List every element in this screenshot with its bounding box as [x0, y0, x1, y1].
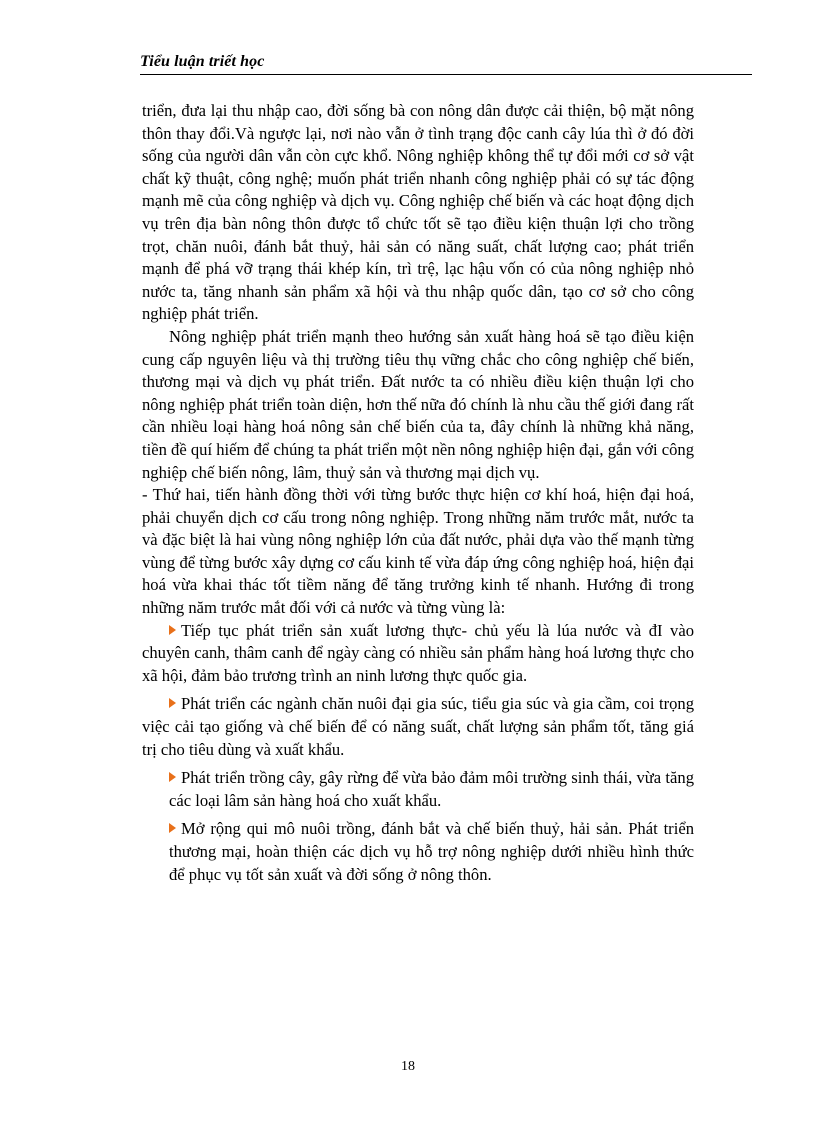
bullet-item-fisheries	[142, 818, 694, 886]
bullet-text: Phát triển trồng cây, gây rừng để vừa bảo đảm môi trường sinh thái, vừa tăng các loại lâm sản hàng hoá cho xuất khẩu.	[169, 768, 694, 810]
orange-arrow-bullet-icon	[169, 772, 176, 782]
orange-arrow-bullet-icon	[169, 625, 176, 635]
paragraph-continuation: triển, đưa lại thu nhập cao, đời sống bà con nông dân được cải thiện, bộ mặt nông thôn thay đổi.Và ngược lại, nơi nào vẫn ở tình trạng độc canh cây lúa thì ở đó đời sống của người dân vẫn còn cực khổ. Nông nghiệp không thể tự đổi mới cơ sở vật chất kỹ thuật, công nghệ; muốn phát triển nhanh công nghiệp phải có sự tác động mạnh mẽ của công nghiệp và dịch vụ. Công nghiệp chế biến và các hoạt động dịch vụ trên địa bàn nông thôn được tổ chức tốt sẽ tạo điều kiện thuận lợi cho trồng trọt, chăn nuôi, đánh bắt thuỷ, hải sản có năng suất, chất lượng cao; phát triển mạnh để phá vỡ trạng thái khép kín, trì trệ, lạc hậu vốn có của nông nghiệp nhỏ nước ta, tăng nhanh sản phẩm xã hội và thu nhập quốc dân, tạo cơ sở cho công nghiệp phát triển.	[142, 101, 694, 324]
bullet-item-livestock	[142, 693, 694, 761]
bullet-text: Phát triển các ngành chăn nuôi đại gia súc, tiểu gia súc và gia cầm, coi trọng việc cải tạo giống và chế biến để có năng suất, chất lượng sản phẩm tốt, tăng giá trị cho tiêu dùng và xuất khẩu.	[142, 694, 694, 759]
bullet-item-forestry	[142, 767, 694, 812]
orange-arrow-bullet-icon	[169, 698, 176, 708]
bullet-text: Tiếp tục phát triển sản xuất lương thực- chủ yếu là lúa nước và đI vào chuyên canh, thâm canh để ngày càng có nhiều sản phẩm hàng hoá lương thực cho xã hội, đảm bảo trương trình an ninh lương thực quốc gia.	[142, 620, 694, 685]
bullet-text: Mở rộng qui mô nuôi trồng, đánh bắt và chế biến thuỷ, hải sản. Phát triển thương mại, hoàn thiện các dịch vụ hỗ trợ nông nghiệp dưới nhiều hình thức để phục vụ tốt sản xuất và đời sống ở nông thôn.	[169, 819, 694, 884]
paragraph-second-point: - Thứ hai, tiến hành đồng thời với từng bước thực hiện cơ khí hoá, hiện đại hoá, phải chuyển dịch cơ cấu trong nông nghiệp. Trong những năm trước mắt, nước ta và đặc biệt là hai vùng nông nghiệp lớn của đất nước, phải dựa vào thế mạnh từng vùng để từng bước xây dựng cơ cấu kinh tế vừa đáp ứng công nghiệp hoá, hiện đại hoá vừa khai thác tốt tiềm năng để tăng trưởng kinh tế nhanh. Hướng đi trong những năm trước mắt đối với cả nước và từng vùng là:	[142, 485, 694, 618]
header-title: Tiểu luận triết học	[140, 53, 265, 70]
page-number: 18	[401, 1059, 415, 1074]
bullet-item-food-production	[142, 620, 694, 688]
orange-arrow-bullet-icon	[169, 823, 176, 833]
paragraph-agriculture-commodity: Nông nghiệp phát triển mạnh theo hướng sản xuất hàng hoá sẽ tạo điều kiện cung cấp nguyên liệu và thị trường tiêu thụ vững chắc cho công nghiệp chế biến, thương mại và dịch vụ phát triển. Đất nước ta có nhiều điều kiện thuận lợi cho nông nghiệp phát triển toàn diện, hơn thế nữa đó chính là nhu cầu thế giới đang rất cần nhiều loại hàng hoá nông sản chế biến của ta, đây chính là những khả năng, tiền đề quí hiếm để chúng ta phát triển một nền nông nghiệp hiện đại, gắn với công nghiệp chế biến nông, lâm, thuỷ sản và thương mại dịch vụ.	[142, 326, 694, 482]
document-body	[142, 100, 694, 886]
page-header	[140, 52, 752, 75]
